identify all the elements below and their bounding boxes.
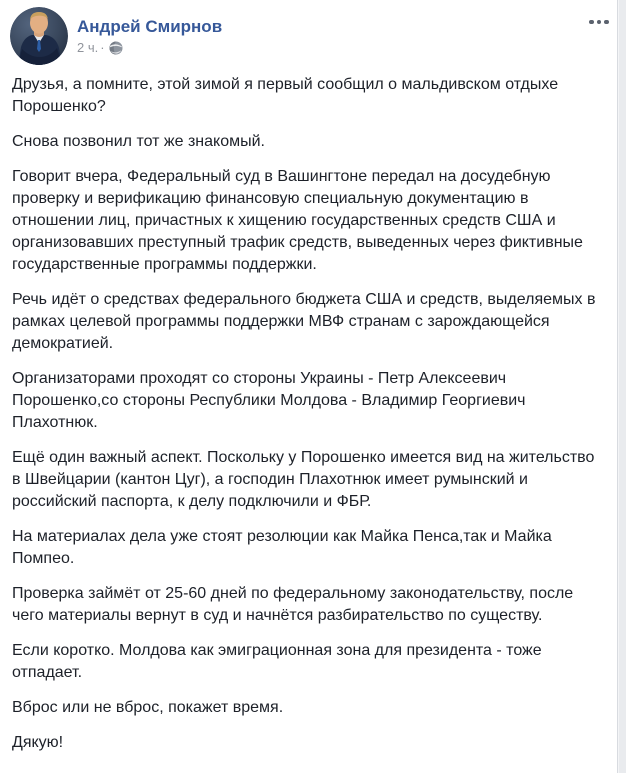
header-text	[77, 16, 222, 56]
post-paragraph: Друзья, а помните, этой зимой я первый сообщил о мальдивском отдыхе Порошенко?	[12, 76, 559, 115]
post-paragraph: Речь идёт о средствах федерального бюджета США и средств, выделяемых в рамках целевой программы поддержки МВФ странам с зарождающейся демократией.	[12, 291, 596, 352]
post-paragraph: Проверка займёт от 25-60 дней по федеральному законодательству, после чего материалы вернут в суд и начнётся разбирательство по существу.	[12, 585, 574, 624]
post-paragraph: Если коротко. Молдова как эмиграционная зона для президента - тоже отпадает.	[12, 642, 542, 681]
page-gutter	[618, 0, 626, 773]
post-paragraph: Вброс или не вброс, покажет время.	[12, 699, 284, 716]
post-paragraph: Снова позвонил тот же знакомый.	[12, 133, 265, 150]
post-text	[0, 70, 617, 770]
author-name-link[interactable]: Андрей Смирнов	[77, 17, 223, 36]
post-paragraph: Ещё один важный аспект. Поскольку у Порошенко имеется вид на жительство в Швейцарии (кантон Цуг), а господин Плахотнюк имеет румынский и российский паспорта, к делу подключили и ФБР.	[12, 449, 595, 510]
post-paragraph: Дякую!	[12, 734, 64, 751]
post-meta	[77, 40, 222, 56]
meta-separator: ·	[100, 40, 105, 55]
ellipsis-icon	[589, 20, 609, 25]
post-options-button[interactable]	[585, 12, 613, 32]
post-paragraph: Организаторами проходят со стороны Украины - Петр Алексеевич Порошенко,со стороны Республики Молдова - Владимир Георгиевич Плахотнюк.	[12, 370, 526, 431]
avatar-image	[10, 7, 68, 65]
timestamp[interactable]: 2 ч.	[77, 40, 99, 55]
post-paragraph: Говорит вчера, Федеральный суд в Вашингтоне передал на досудебную проверку и верификацию финансовую специальную документацию в отношении лиц, причастных к хищению государственных средств США и организовавших преступный трафик средств, выведенных через фиктивные государственные программы поддержки.	[12, 168, 583, 273]
globe-privacy-icon	[109, 41, 123, 55]
avatar[interactable]	[10, 7, 68, 65]
post-header	[0, 0, 617, 70]
post-paragraph: На материалах дела уже стоят резолюции как Майка Пенса,так и Майка Помпео.	[12, 528, 552, 567]
